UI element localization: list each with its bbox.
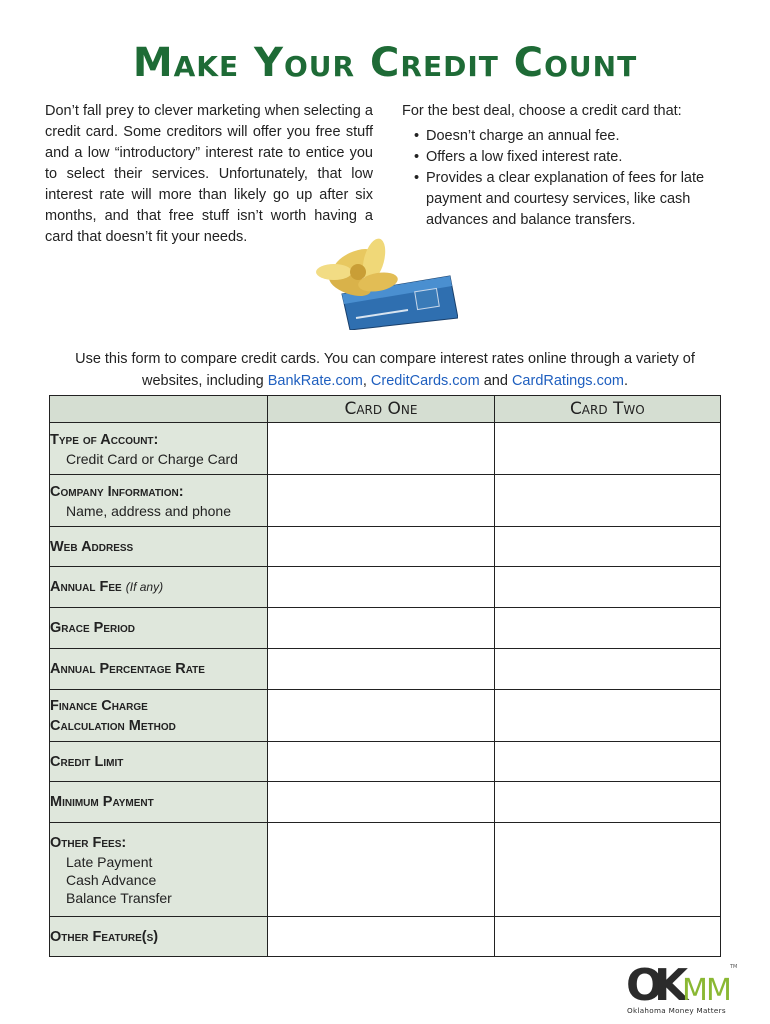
best-deal-lead: For the best deal, choose a credit card that:: [402, 103, 682, 119]
list-item: • Provides a clear explanation of fees for late payment and courtesy services, like cash advances and balance transfers.: [426, 168, 732, 231]
list-item: • Doesn’t charge an annual fee.: [426, 126, 732, 147]
row-label-main: Other Fees:: [50, 834, 127, 851]
card-two-cell[interactable]: [494, 649, 720, 690]
row-label-text: Annual Fee: [50, 579, 122, 595]
row-label-main: Other Feature(s): [50, 928, 159, 945]
logo-tagline: Oklahoma Money Matters: [627, 1006, 726, 1015]
table-row: [50, 782, 721, 823]
usage-prefix: websites, including: [142, 373, 268, 389]
card-two-cell[interactable]: [494, 823, 720, 917]
row-label-sub: Cash Advance: [66, 871, 157, 888]
row-label-main: Annual Percentage Rate: [50, 661, 205, 677]
row-label-main: Finance Charge: [50, 697, 148, 714]
okmm-logo: [626, 960, 738, 1016]
header-card-two: Card Two: [494, 396, 720, 423]
table-row: [50, 608, 721, 649]
row-label-other-fees: [50, 823, 268, 917]
table-row: [50, 742, 721, 782]
row-label-main: Grace Period: [50, 620, 135, 636]
row-label-credit-limit: [50, 742, 268, 782]
best-deal-section: [402, 101, 732, 231]
table-header-row: [50, 396, 721, 423]
row-label-annual-percentage-rate: [50, 649, 268, 690]
table-row: [50, 527, 721, 567]
list-item: • Offers a low fixed interest rate.: [426, 147, 732, 168]
row-label-grace-period: [50, 608, 268, 649]
card-one-cell[interactable]: [268, 742, 494, 782]
best-deal-list: [402, 126, 732, 231]
card-one-cell[interactable]: [268, 823, 494, 917]
card-two-cell[interactable]: [494, 917, 720, 957]
card-one-cell[interactable]: [268, 423, 494, 475]
card-two-cell[interactable]: [494, 742, 720, 782]
gift-credit-card-illustration: [312, 232, 458, 330]
table-row: [50, 649, 721, 690]
row-label-main: Minimum Payment: [50, 794, 154, 810]
row-label-other-features: [50, 917, 268, 957]
usage-line-1: Use this form to compare credit cards. You can compare interest rates online through a variety of: [75, 351, 695, 367]
table-row: [50, 567, 721, 608]
row-label-main: Credit Limit: [50, 753, 124, 770]
separator: ,: [362, 373, 371, 389]
card-one-cell[interactable]: [268, 649, 494, 690]
row-label-finance-charge: [50, 690, 268, 742]
usage-instructions: [40, 348, 730, 392]
card-one-cell[interactable]: [268, 527, 494, 567]
row-label-note: (If any): [125, 580, 164, 594]
card-one-cell[interactable]: [268, 608, 494, 649]
card-two-cell[interactable]: [494, 423, 720, 475]
header-card-one: Card One: [268, 396, 494, 423]
row-label-main: Company Information:: [50, 483, 184, 500]
header-blank-cell: [50, 396, 268, 423]
row-label-sub: Name, address and phone: [66, 502, 231, 519]
separator: and: [479, 373, 512, 389]
creditcards-link[interactable]: CreditCards.com: [370, 373, 480, 389]
row-label-sub: Credit Card or Charge Card: [66, 450, 238, 467]
table-row: [50, 475, 721, 527]
row-label-annual-fee: [50, 567, 268, 608]
bankrate-link[interactable]: BankRate.com: [267, 373, 363, 389]
logo-letter-k: K: [654, 960, 689, 1011]
table-row: [50, 690, 721, 742]
table-row: [50, 423, 721, 475]
row-label-company-information: [50, 475, 268, 527]
card-one-cell[interactable]: [268, 917, 494, 957]
row-label-type-of-account: [50, 423, 268, 475]
row-label-web-address: [50, 527, 268, 567]
card-two-cell[interactable]: [494, 527, 720, 567]
row-label-sub: Late Payment: [66, 853, 153, 870]
logo-letter-m: M: [682, 973, 708, 1008]
card-two-cell[interactable]: [494, 567, 720, 608]
logo-letter-o: O: [626, 960, 664, 1011]
row-label-minimum-payment: [50, 782, 268, 823]
card-two-cell[interactable]: [494, 782, 720, 823]
comparison-table: [49, 395, 721, 957]
row-label-sub: Balance Transfer: [66, 889, 172, 906]
row-label-main: [50, 577, 267, 597]
card-two-cell[interactable]: [494, 608, 720, 649]
table-row: [50, 823, 721, 917]
logo-letter-m: M: [706, 973, 732, 1008]
card-one-cell[interactable]: [268, 475, 494, 527]
card-two-cell[interactable]: [494, 690, 720, 742]
usage-suffix: .: [623, 373, 628, 389]
card-one-cell[interactable]: [268, 567, 494, 608]
card-one-cell[interactable]: [268, 690, 494, 742]
card-two-cell[interactable]: [494, 475, 720, 527]
card-one-cell[interactable]: [268, 782, 494, 823]
row-label-main: Type of Account:: [50, 431, 159, 448]
row-label-main-2: Calculation Method: [50, 717, 176, 734]
intro-paragraph: Don’t fall prey to clever marketing when selecting a credit card. Some creditors will offer you free stuff and a low “introductory” interest rate to entice you to select their services. Unfortunately, that low interest rate will more than likely go up after six months, and that free stuff isn’t worth having a card that doesn’t fit your needs.: [45, 103, 373, 245]
row-label-main: Web Address: [50, 538, 134, 555]
usage-line-2: [40, 370, 730, 392]
logo-trademark: TM: [730, 964, 738, 970]
cardratings-link[interactable]: CardRatings.com: [511, 373, 624, 389]
page-title: Make Your Credit Count: [132, 40, 638, 86]
table-row: [50, 917, 721, 957]
